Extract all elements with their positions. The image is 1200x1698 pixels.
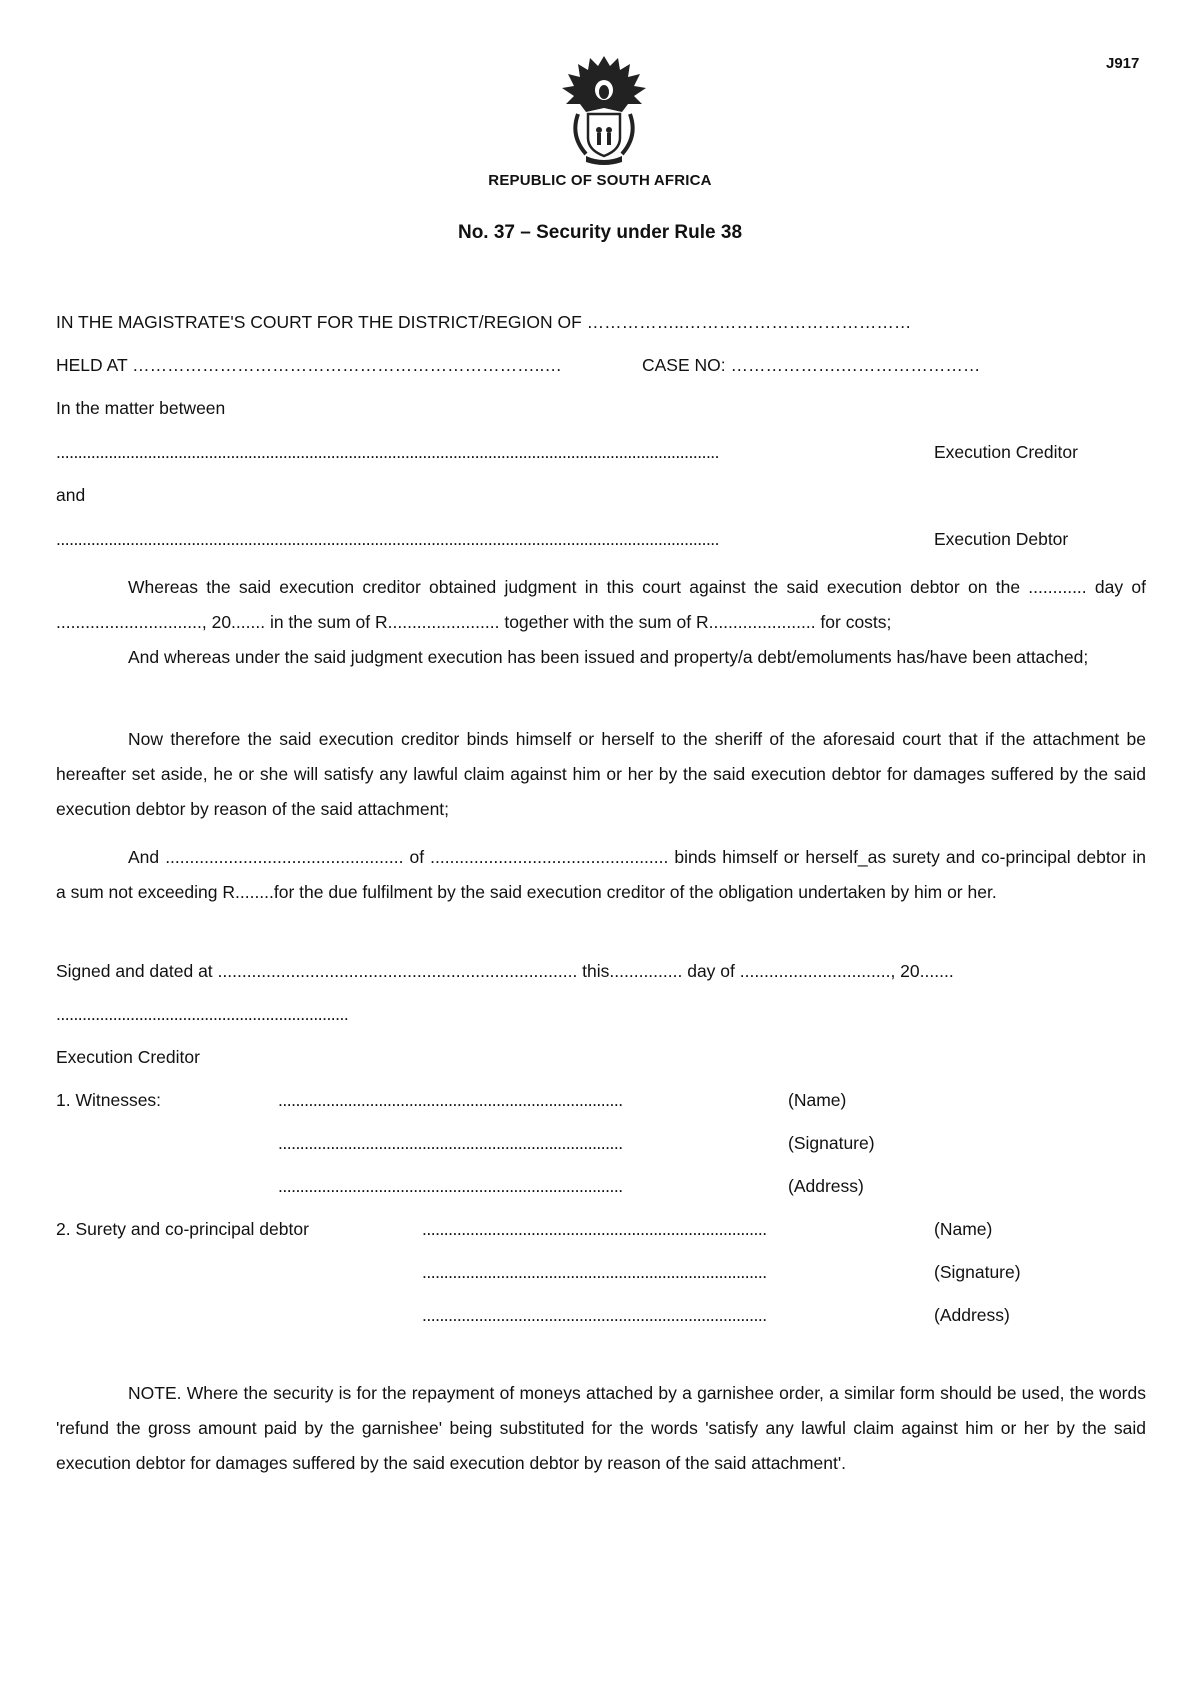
coat-of-arms-icon [560,50,648,166]
witness-signature-label: (Signature) [788,1133,875,1153]
matter-intro: In the matter between [56,398,226,418]
surety-paragraph: And ................................................. of ................................................. binds himself or herself_as surety and co-principal debtor in a sum not exceeding R........for the due fulfilment by the said execution creditor of the obligation undertaken by him or her. [56,847,1146,902]
witness-address-label: (Address) [788,1176,864,1196]
note-paragraph: NOTE. Where the security is for the repayment of moneys attached by a garnishee order, a similar form should be used, the words 'refund the gross amount paid by the garnishee' being substituted for the words 'satisfy any lawful claim against him or her by the said execution debtor for damages suffered by the said execution debtor by reason of the said attachment'. [56,1383,1146,1473]
surety-signature-label: (Signature) [934,1262,1021,1282]
witness-signature-field: ............................................................................... [278,1133,623,1153]
country-heading: REPUBLIC OF SOUTH AFRICA [488,172,712,189]
surety-name-label: (Name) [934,1219,993,1239]
page-title: No. 37 – Security under Rule 38 [457,222,743,243]
form-code: J917 [1106,55,1140,72]
surety-label: 2. Surety and co-principal debtor [56,1219,309,1239]
creditor-signature-label: Execution Creditor [56,1047,200,1067]
creditor-name-field: ........................................................................................................................................................ [56,442,720,462]
case-no-line: CASE NO: ……………….…………………… [642,355,981,375]
creditor-signature-field: ................................................................... [56,1004,349,1024]
district-line: IN THE MAGISTRATE'S COURT FOR THE DISTRICT/REGION OF ……………..………………………………… [56,312,912,332]
surety-address-field: ............................................................................... [422,1305,767,1325]
attachment-paragraph: And whereas under the said judgment execution has been issued and property/a debt/emoluments has/have been attached; [128,647,1089,667]
debtor-name-field: ........................................................................................................................................................ [56,529,720,549]
binding-paragraph: Now therefore the said execution creditor binds himself or herself to the sheriff of the aforesaid court that if the attachment be hereafter set aside, he or she will satisfy any lawful claim against him or her by the said execution debtor for damages suffered by the said execution debtor by reason of the said attachment; [56,729,1146,819]
held-at-line: HELD AT ……………………………………………………………..… [56,355,562,375]
witness-name-label: (Name) [788,1090,847,1110]
surety-signature-field: ............................................................................... [422,1262,767,1282]
execution-creditor-label: Execution Creditor [934,442,1078,462]
execution-debtor-label: Execution Debtor [934,529,1069,549]
witness-name-field: ............................................................................... [278,1090,623,1110]
witnesses-label: 1. Witnesses: [56,1090,162,1110]
signed-line: Signed and dated at .......................................................................... this............... day of ..............................., 20....... [56,961,954,981]
and-label: and [56,485,86,505]
surety-address-label: (Address) [934,1305,1010,1325]
judgment-paragraph: Whereas the said execution creditor obtained judgment in this court against the said execution debtor on the ............ day of .............................., 20....... in the sum of R....................... together with the sum of R...................... for costs; [56,577,1146,632]
witness-address-field: ............................................................................... [278,1176,623,1196]
surety-name-field: ............................................................................... [422,1219,767,1239]
